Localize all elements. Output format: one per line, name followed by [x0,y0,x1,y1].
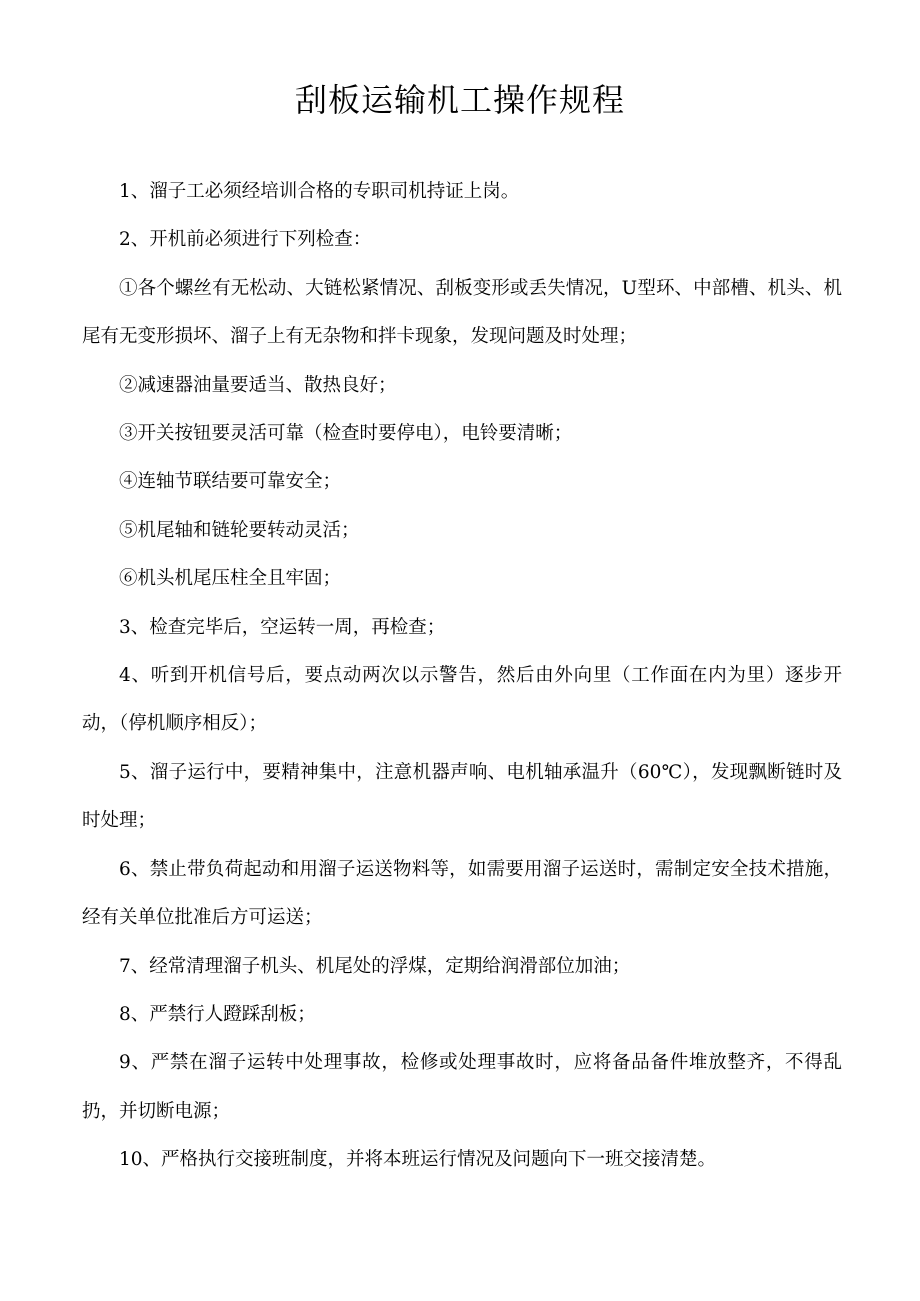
document-body [82,168,842,1185]
paragraph-4: 4、听到开机信号后，要点动两次以示警告，然后由外向里（工作面在内为里）逐步开动，（停机顺序相反）； [82,665,842,735]
paragraph-check-1: ①各个螺丝有无松动、大链松紧情况、刮板变形或丢失情况，U型环、中部槽、机头、机尾有无变形损坏、溜子上有无杂物和拌卡现象，发现问题及时处理； [82,277,842,348]
paragraph-check-3: ③开关按钮要灵活可靠（检查时要停电），电铃要清晰； [119,423,573,445]
paragraph-check-5: ⑤机尾轴和链轮要转动灵活； [119,519,360,541]
paragraph-check-2: ②减速器油量要适当、散热良好； [119,374,397,396]
paragraph-3: 3、检查完毕后，空运转一周，再检查； [119,616,446,638]
paragraph-9: 9、严禁在溜子运转中处理事故，检修或处理事故时，应将备品备件堆放整齐，不得乱扔，并切断电源； [82,1052,842,1122]
paragraph-7: 7、经常清理溜子机头、机尾处的浮煤，定期给润滑部位加油； [119,955,631,977]
paragraph-6: 6、禁止带负荷起动和用溜子运送物料等，如需要用溜子运送时，需制定安全技术措施，经有关单位批准后方可运送； [82,858,842,929]
paragraph-2: 2、开机前必须进行下列检查： [119,229,372,251]
paragraph-check-4: ④连轴节联结要可靠安全； [119,471,342,493]
paragraph-8: 8、严禁行人蹬踩刮板； [119,1003,316,1025]
paragraph-5: 5、溜子运行中，要精神集中，注意机器声响、电机轴承温升（60℃），发现飘断链时及时处理； [82,761,842,832]
document-title: 刮板运输机工操作规程 [294,81,625,119]
paragraph-check-6: ⑥机头机尾压柱全且牢固； [119,568,342,590]
paragraph-10: 10、严格执行交接班制度，并将本班运行情况及问题向下一班交接清楚。 [119,1149,717,1171]
paragraph-1: 1、溜子工必须经培训合格的专职司机持证上岗。 [119,181,520,202]
